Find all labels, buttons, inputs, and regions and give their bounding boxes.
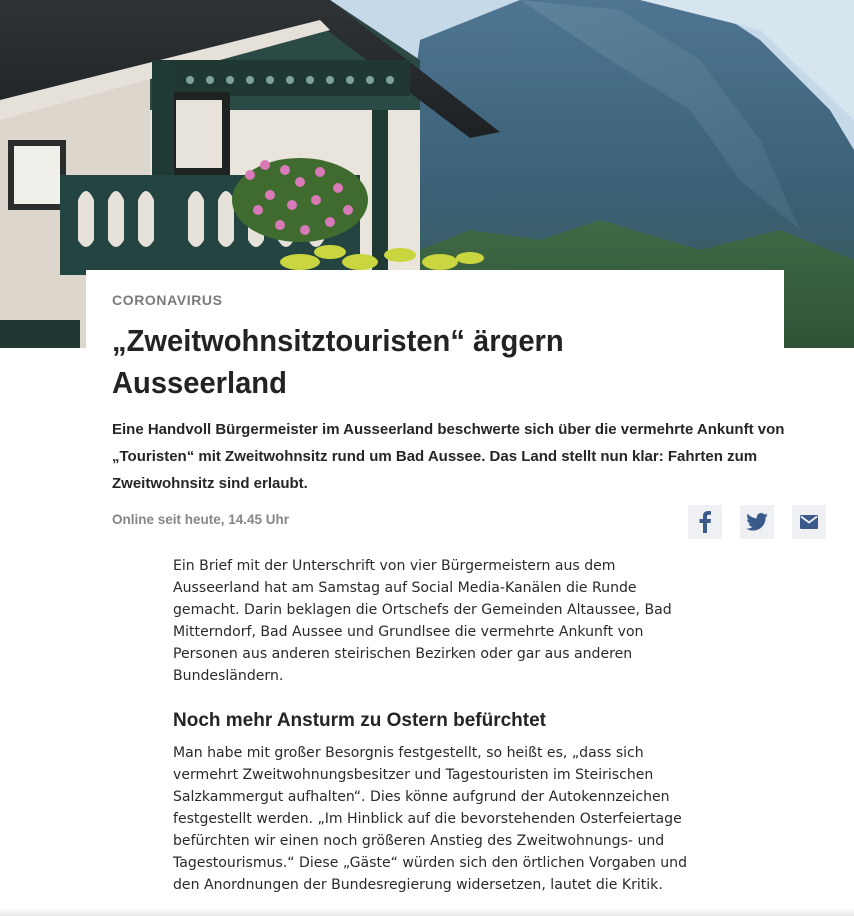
article-subheading: Noch mehr Ansturm zu Ostern befürchtet bbox=[173, 710, 547, 731]
article-paragraph: Ein Brief mit der Unterschrift von vier Bürgermeistern aus dem Ausseerland hat am Samstag auf Social Media-Kanälen die Runde gemacht. Darin beklagen die Ortschefs der Gemeinden Altaussee, Bad Mitterndorf, Bad Aussee und Grundlsee die vermehrte Ankunft von Personen aus anderen steirischen Bezirken oder gar aus anderen Bundesländern. bbox=[173, 558, 672, 684]
publish-timestamp: Online seit heute, 14.45 Uhr bbox=[112, 512, 290, 527]
mail-icon bbox=[800, 515, 818, 529]
facebook-icon bbox=[698, 511, 712, 533]
article-lead: Eine Handvoll Bürgermeister im Ausseerland beschwerte sich über die vermehrte Ankunft von „Touristen“ mit Zweitwohnsitz rund um Bad Aussee. Das Land stellt nun klar: Fahrten zum Zweitwohnsitz sind erlaubt. bbox=[112, 421, 785, 492]
article-title: „Zweitwohnsitztouristen“ ärgern Ausseerland bbox=[112, 323, 564, 400]
article-paragraph: Man habe mit großer Besorgnis festgestellt, so heißt es, „dass sich vermehrt Zweitwohnungsbesitzer und Tagestouristen im Steirischen Salzkammergut aufhalten“. Dies könne aufgrund der Autokennzeichen festgestellt werden. „Im Hinblick auf die bevorstehenden Osterfeiertage befürchten wir einen noch größeren Anstieg des Zweitwohnungs- und Tagestourismus.“ Diese „Gäste“ würden sich den örtlichen Vorgaben und den Anordnungen der Bundesregierung widersetzen, lautet die Kritik. bbox=[173, 745, 688, 893]
share-facebook-button[interactable] bbox=[688, 505, 722, 539]
share-mail-button[interactable] bbox=[792, 505, 826, 539]
twitter-icon bbox=[746, 513, 768, 531]
share-twitter-button[interactable] bbox=[740, 505, 774, 539]
category-label[interactable]: CORONAVIRUS bbox=[112, 292, 223, 308]
bottom-shadow bbox=[0, 908, 854, 916]
